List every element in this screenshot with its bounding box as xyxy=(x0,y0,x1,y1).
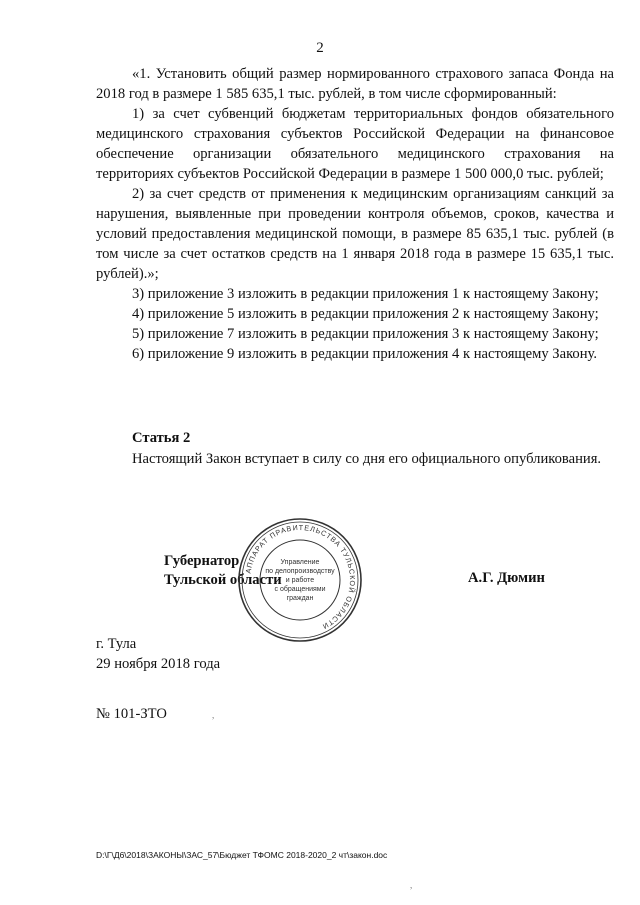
place-and-date xyxy=(96,634,220,674)
paragraph-5: 4) приложение 5 изложить в редакции приложения 2 к настоящему Закону; xyxy=(132,306,599,322)
paragraph-2: 1) за счет субвенций бюджетам территориальных фондов обязательного медицинского страхования субъектов Российской Федерации на финансовое обеспечение организации обязательного медицинского страхования на территориях субъектов Российской Федерации в размере 1 500 000,0 тыс. рублей; xyxy=(96,106,614,182)
paragraph-1: «1. Установить общий размер нормированного страхового запаса Фонда на 2018 год в размере 1 585 635,1 тыс. рублей, в том числе сформированный: xyxy=(96,66,614,102)
paragraph-7: 6) приложение 9 изложить в редакции приложения 4 к настоящему Закону. xyxy=(132,346,598,362)
seal-line-4: с обращениями xyxy=(274,586,326,593)
law-number: № 101-ЗТО xyxy=(96,706,167,722)
signatory-role-line1: Губернатор xyxy=(164,553,240,569)
scan-artifact: , xyxy=(410,880,413,890)
place: г. Тула xyxy=(96,636,137,652)
paragraph-3: 2) за счет средств от применения к медицинским организациям санкций за нарушения, выявленные при проведении контроля объемов, сроков, качества и условий предоставления медицинской помощи, в размере 85 635,1 тыс. рублей (в том числе за счет остатков средств на 1 января 2018 года в размере 15 635,1 тыс. рублей).»; xyxy=(96,186,614,282)
date: 29 ноября 2018 года xyxy=(96,656,221,672)
page-number: 2 xyxy=(316,40,324,56)
amendment-text xyxy=(96,64,614,364)
seal-line-2: по делопроизводству xyxy=(265,568,335,575)
seal-line-3: и работе xyxy=(285,577,315,584)
article-text: Настоящий Закон вступает в силу со дня его официального опубликования. xyxy=(132,451,602,467)
signatory-name: А.Г. Дюмин xyxy=(468,570,545,586)
signatory-role-line2: Тульской области xyxy=(164,572,282,588)
seal-line-5: граждан xyxy=(286,595,314,602)
article-heading: Статья 2 xyxy=(132,430,191,446)
seal-ring-text: АППАРАТ ПРАВИТЕЛЬСТВА ТУЛЬСКОЙ ОБЛАСТИ xyxy=(243,522,358,632)
official-seal xyxy=(236,516,364,644)
scan-artifact: , xyxy=(212,710,215,720)
paragraph-6: 5) приложение 7 изложить в редакции приложения 3 к настоящему Закону; xyxy=(132,326,599,342)
seal-line-1: Управление xyxy=(280,559,320,566)
file-path-footer: D:\Г\Д6\2018\ЗАКОНЫ\ЗАС_57\Бюджет ТФОМС 2018-2020_2 чт\закон.doc xyxy=(96,850,388,860)
paragraph-4: 3) приложение 3 изложить в редакции приложения 1 к настоящему Закону; xyxy=(132,286,599,302)
